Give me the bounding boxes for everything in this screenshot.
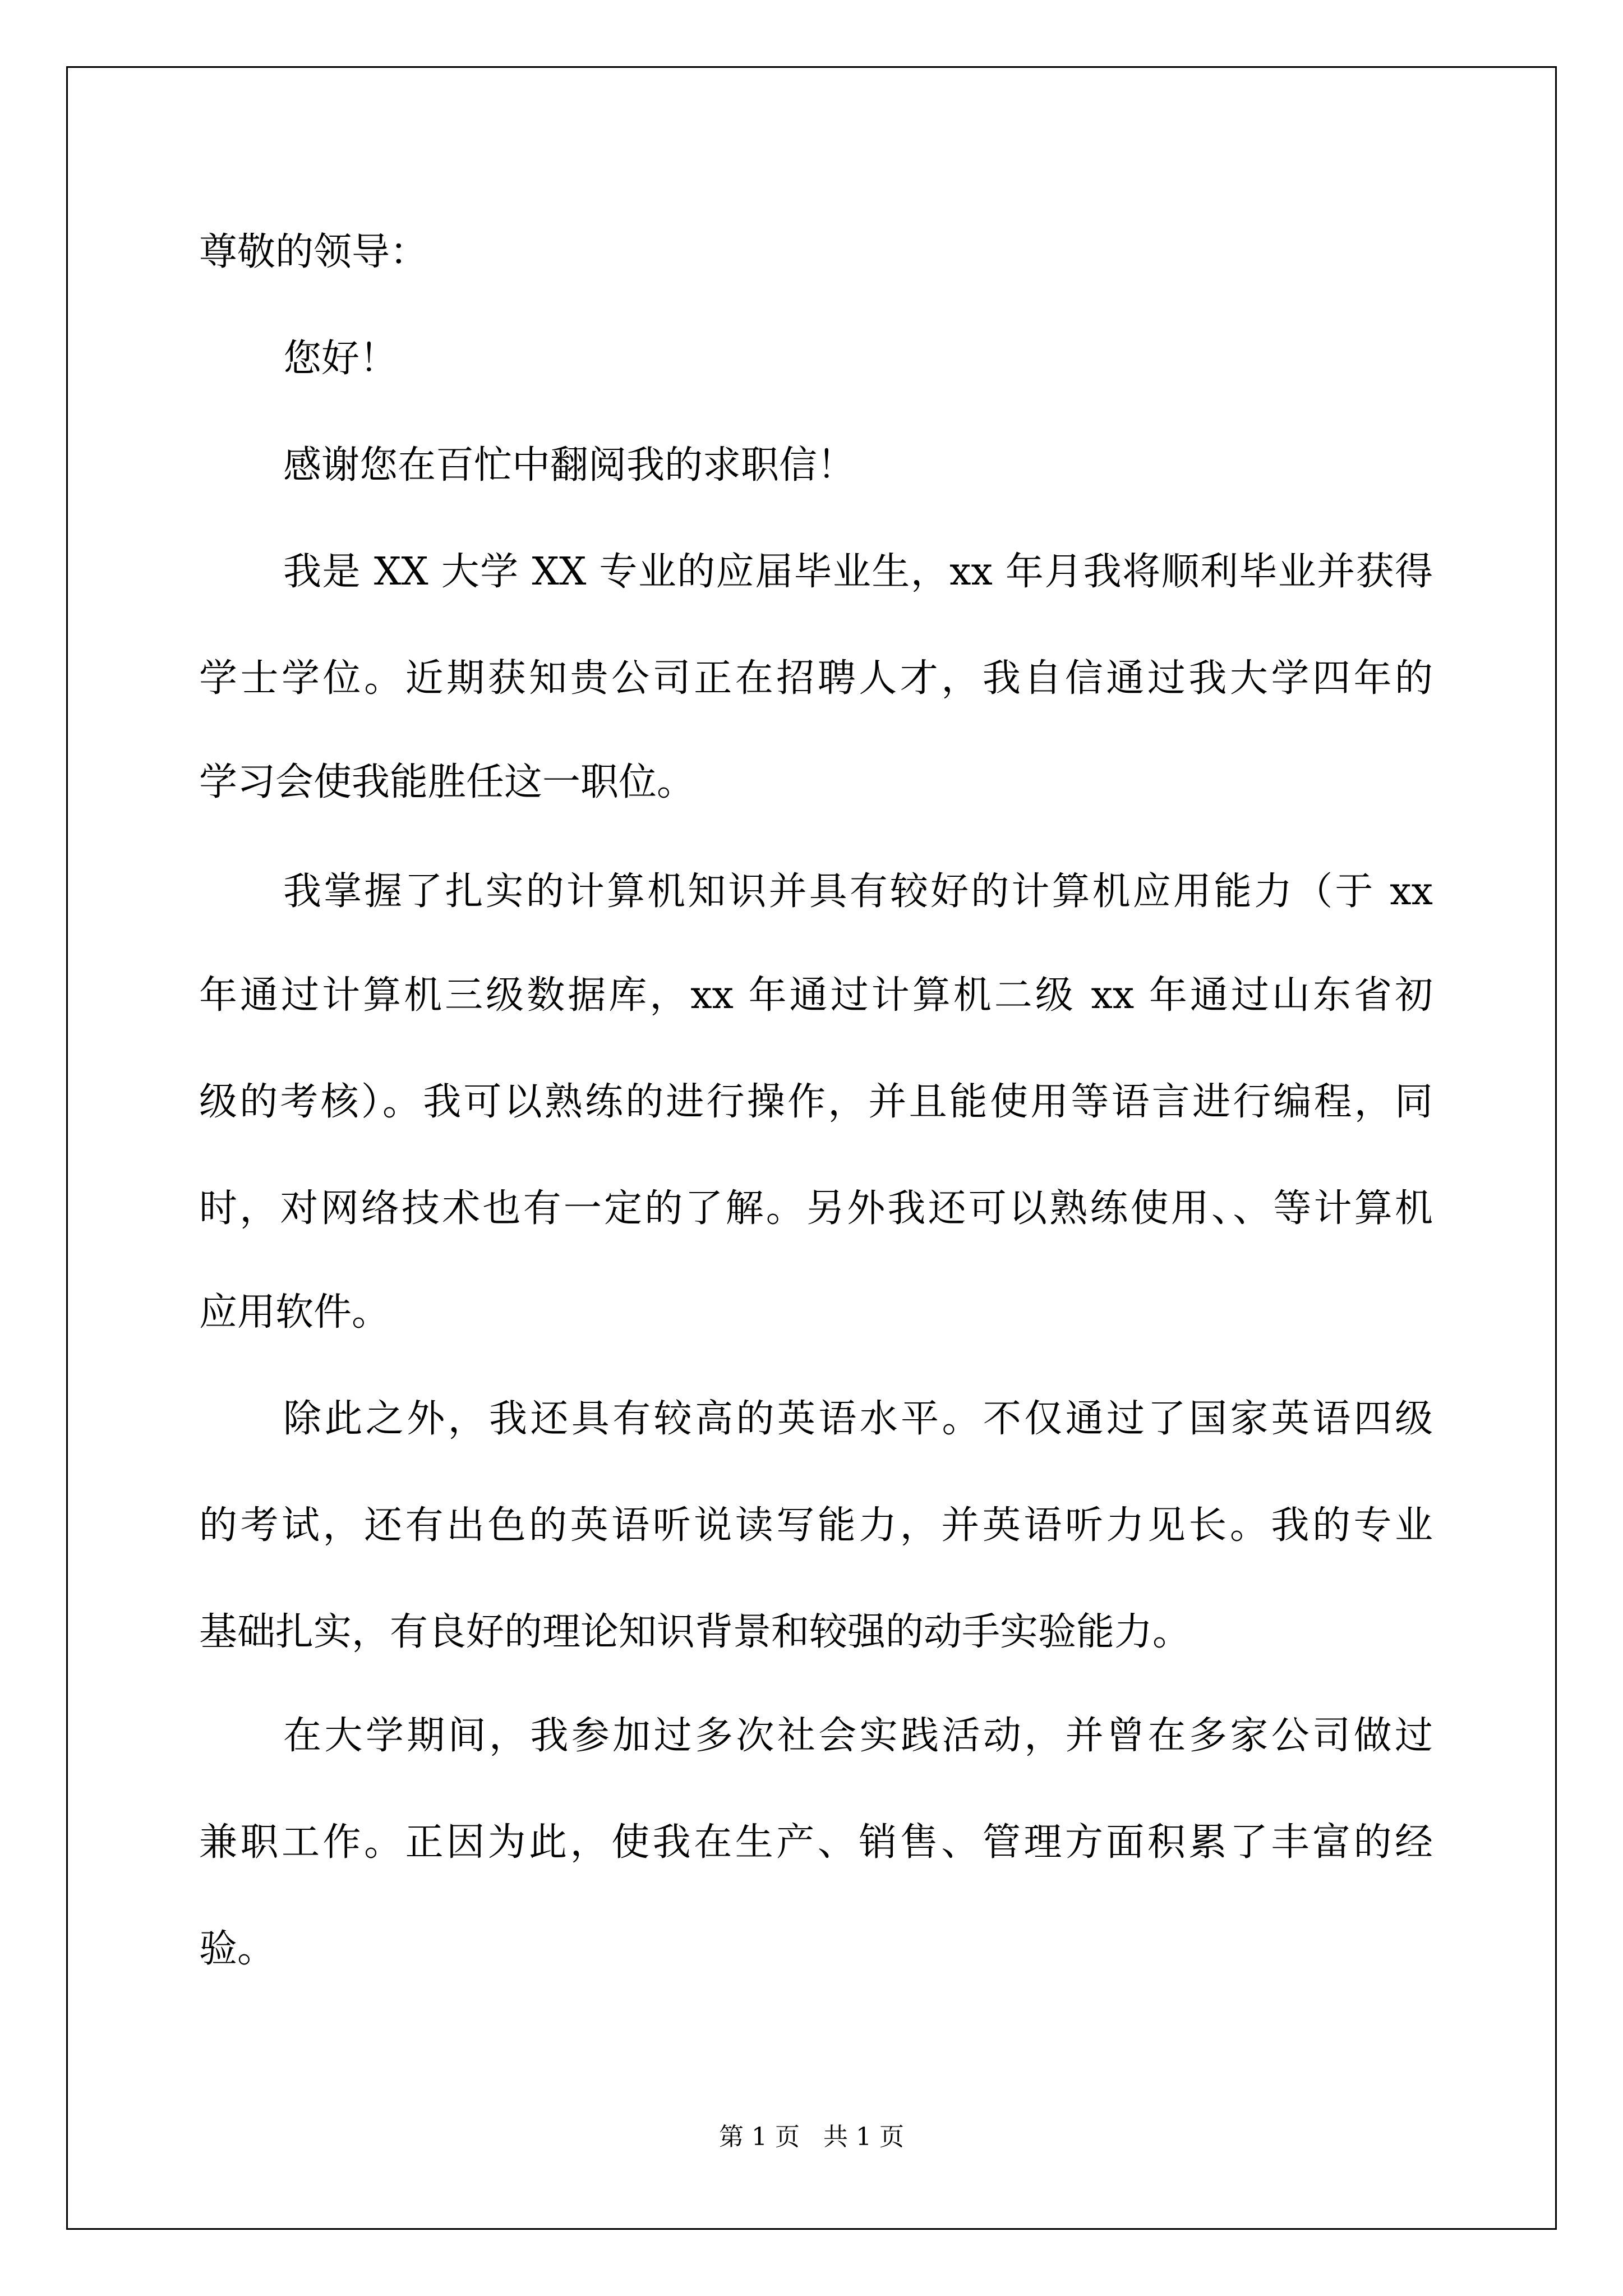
paragraph-3-line-1: 除此之外，我还具有较高的英语水平。不仅通过了国家英语四级: [283, 1397, 1433, 1441]
paragraph-2-line-2: 年通过计算机三级数据库，xx 年通过计算机二级 xx 年通过山东省初: [199, 973, 1433, 1018]
paragraph-1-line-2: 学士学位。近期获知贵公司正在招聘人才，我自信通过我大学四年的: [199, 656, 1433, 701]
paragraph-4-line-1: 在大学期间，我参加过多次社会实践活动，并曾在多家公司做过: [283, 1714, 1433, 1758]
greeting: 您好！: [283, 337, 398, 381]
paragraph-3-line-2: 的考试，还有出色的英语听说读写能力，并英语听力见长。我的专业: [199, 1503, 1433, 1548]
thanks-line: 感谢您在百忙中翻阅我的求职信！: [283, 443, 856, 487]
page-number-footer: 第 1 页 共 1 页: [719, 2123, 904, 2151]
paragraph-2-line-5: 应用软件。: [199, 1290, 390, 1335]
paragraph-1-line-1: 我是 XX 大学 XX 专业的应届毕业生，xx 年月我将顺利毕业并获得: [283, 550, 1433, 594]
paragraph-3-line-3: 基础扎实，有良好的理论知识背景和较强的动手实验能力。: [199, 1610, 1191, 1654]
paragraph-2-line-1: 我掌握了扎实的计算机知识并具有较好的计算机应用能力（于 xx: [283, 869, 1433, 914]
paragraph-4-line-2: 兼职工作。正因为此，使我在生产、销售、管理方面积累了丰富的经: [199, 1820, 1433, 1865]
paragraph-1-line-3: 学习会使我能胜任这一职位。: [199, 760, 695, 804]
salutation: 尊敬的领导：: [199, 230, 428, 274]
paragraph-4-line-3: 验。: [199, 1927, 276, 1971]
paragraph-2-line-3: 级的考核）。我可以熟练的进行操作，并且能使用等语言进行编程，同: [199, 1080, 1433, 1124]
paragraph-2-line-4: 时，对网络技术也有一定的了解。另外我还可以熟练使用、、等计算机: [199, 1186, 1433, 1231]
